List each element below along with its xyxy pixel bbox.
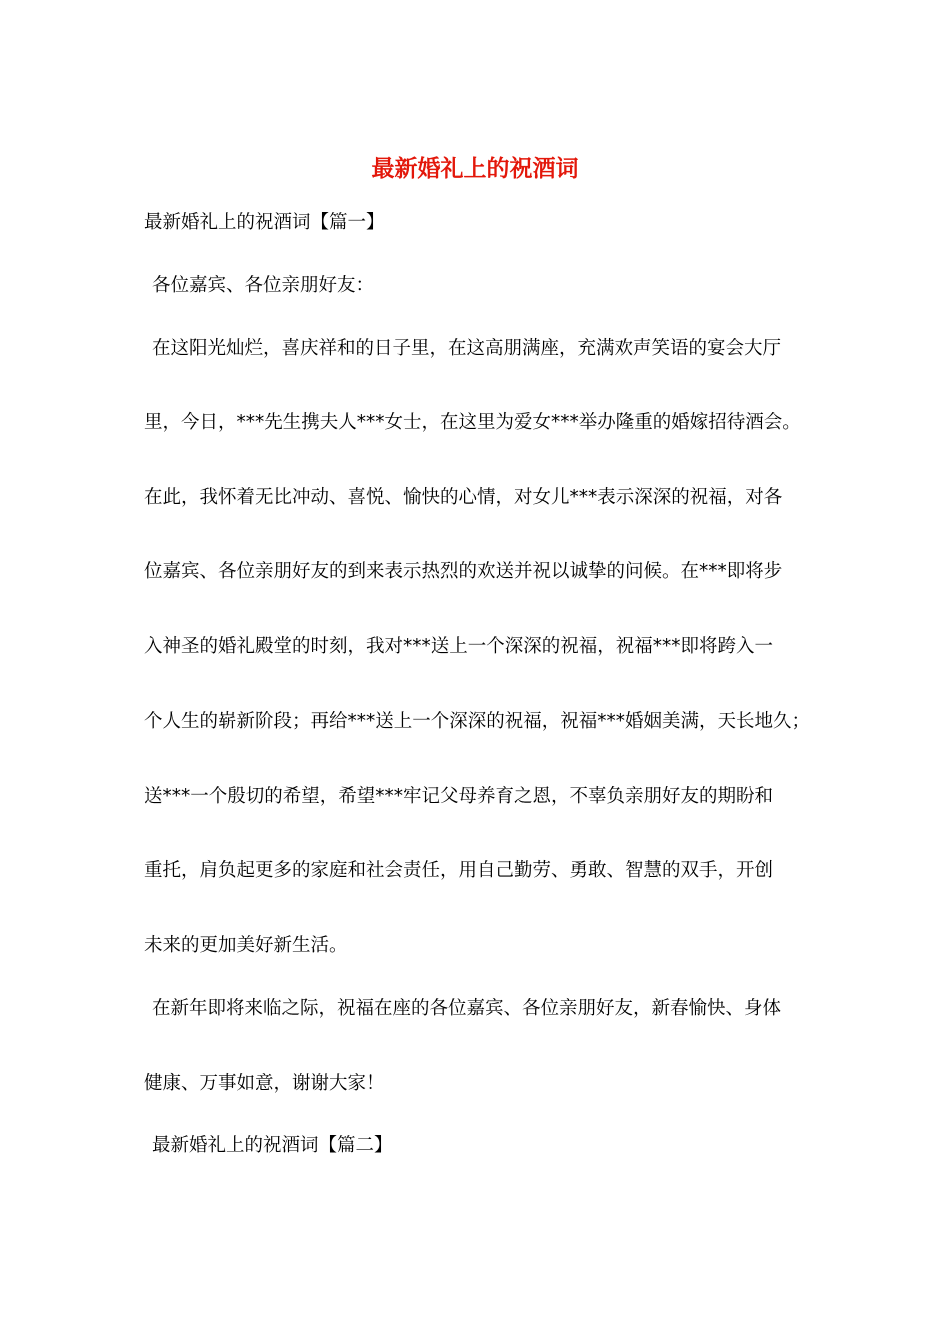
paragraph-1-line-2: 里，今日，***先生携夫人***女士，在这里为爱女***举办隆重的婚嫁招待酒会。 (144, 412, 801, 433)
document-title: 最新婚礼上的祝酒词 (371, 155, 579, 182)
paragraph-1-line-9: 未来的更加美好新生活。 (144, 935, 348, 956)
salutation: 各位嘉宾、各位亲朋好友： (152, 275, 375, 296)
paragraph-2-line-2: 健康、万事如意，谢谢大家！ (144, 1073, 385, 1094)
paragraph-1-line-6: 个人生的崭新阶段；再给***送上一个深深的祝福，祝福***婚姻美满，天长地久； (144, 711, 811, 732)
paragraph-1-line-1: 在这阳光灿烂，喜庆祥和的日子里，在这高朋满座，充满欢声笑语的宴会大厅 (152, 338, 782, 359)
paragraph-1-line-4: 位嘉宾、各位亲朋好友的到来表示热烈的欢送并祝以诚挚的问候。在***即将步 (144, 561, 783, 582)
paragraph-1-line-3: 在此，我怀着无比冲动、喜悦、愉快的心情，对女儿***表示深深的祝福，对各 (144, 487, 783, 508)
section-heading-2: 最新婚礼上的祝酒词【篇二】 (152, 1135, 393, 1156)
paragraph-1-line-5: 入神圣的婚礼殿堂的时刻，我对***送上一个深深的祝福，祝福***即将跨入一 (144, 636, 774, 657)
section-heading-1: 最新婚礼上的祝酒词【篇一】 (144, 212, 385, 233)
paragraph-2-line-1: 在新年即将来临之际，祝福在座的各位嘉宾、各位亲朋好友，新春愉快、身体 (152, 998, 782, 1019)
paragraph-1-line-8: 重托，肩负起更多的家庭和社会责任，用自己勤劳、勇敢、智慧的双手，开创 (144, 860, 774, 881)
paragraph-1-line-7: 送***一个殷切的希望，希望***牢记父母养育之恩，不辜负亲朋好友的期盼和 (144, 786, 774, 807)
